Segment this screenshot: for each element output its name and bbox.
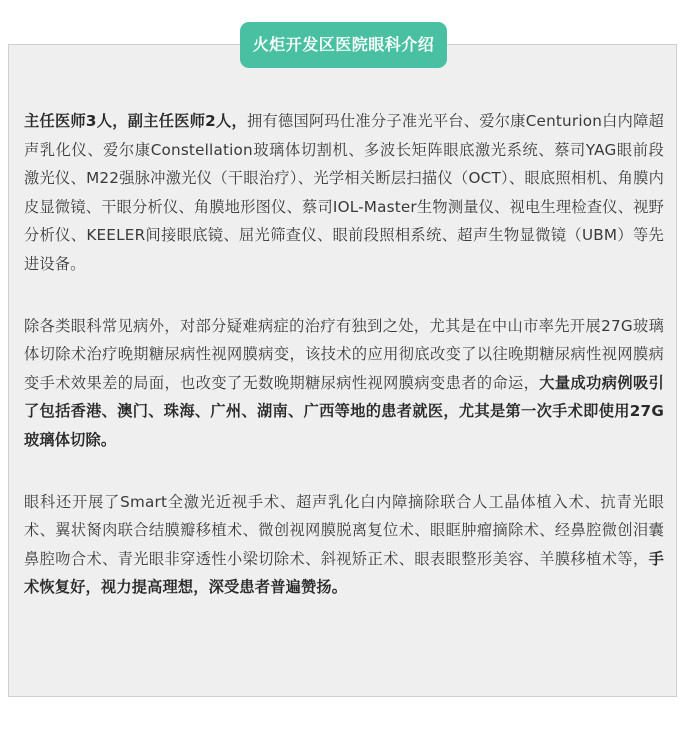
paragraph-treatment-highlight: 大量成功病例吸引了包括香港、澳门、珠海、广州、湖南、广西等地的患者就医，尤其是第一次手术即使用27G玻璃体切除。 — [24, 373, 664, 449]
paragraph-equipment — [24, 107, 664, 279]
paragraph-equipment-text: 拥有德国阿玛仕准分子准光平台、爱尔康Centurion白内障超声乳化仪、爱尔康Constellation玻璃体切割机、多波长矩阵眼底激光系统、蔡司YAG眼前段激光仪、M22强脉冲激光仪（干眼治疗）、光学相关断层扫描仪（OCT）、眼底照相机、角膜内皮显微镜、干眼分析仪、角膜地形图仪、蔡司IOL-Master生物测量仪、视电生理检查仪、视野分析仪、KEELER间接眼底镜、屈光筛查仪、眼前段照相系统、超声生物显微镜（UBM）等先进设备。 — [24, 112, 664, 273]
article-body — [24, 107, 664, 602]
paragraph-surgery — [24, 488, 664, 602]
paragraph-treatment — [24, 312, 664, 455]
paragraph-equipment-lead: 主任医师3人，副主任医师2人， — [24, 112, 248, 130]
title-badge: 火炬开发区医院眼科介绍 — [240, 22, 447, 68]
paragraph-surgery-text: 眼科还开展了Smart全激光近视手术、超声乳化白内障摘除联合人工晶体植入术、抗青光眼术、翼状胬肉联合结膜瓣移植术、微创视网膜脱离复位术、眼眶肿瘤摘除术、经鼻腔微创泪囊鼻腔吻合术、青光眼非穿透性小梁切除术、斜视矫正术、眼表眼整形美容、羊膜移植术等， — [24, 492, 664, 568]
paragraph-surgery-highlight: 手术恢复好，视力提高理想，深受患者普遍赞扬。 — [24, 549, 664, 597]
paragraph-treatment-text: 除各类眼科常见病外，对部分疑难病症的治疗有独到之处，尤其是在中山市率先开展27G玻璃体切除术治疗晚期糖尿病性视网膜病变，该技术的应用彻底改变了以往晚期糖尿病性视网膜病变手术效果差的局面，也改变了无数晚期糖尿病性视网膜病变患者的命运， — [24, 316, 664, 392]
